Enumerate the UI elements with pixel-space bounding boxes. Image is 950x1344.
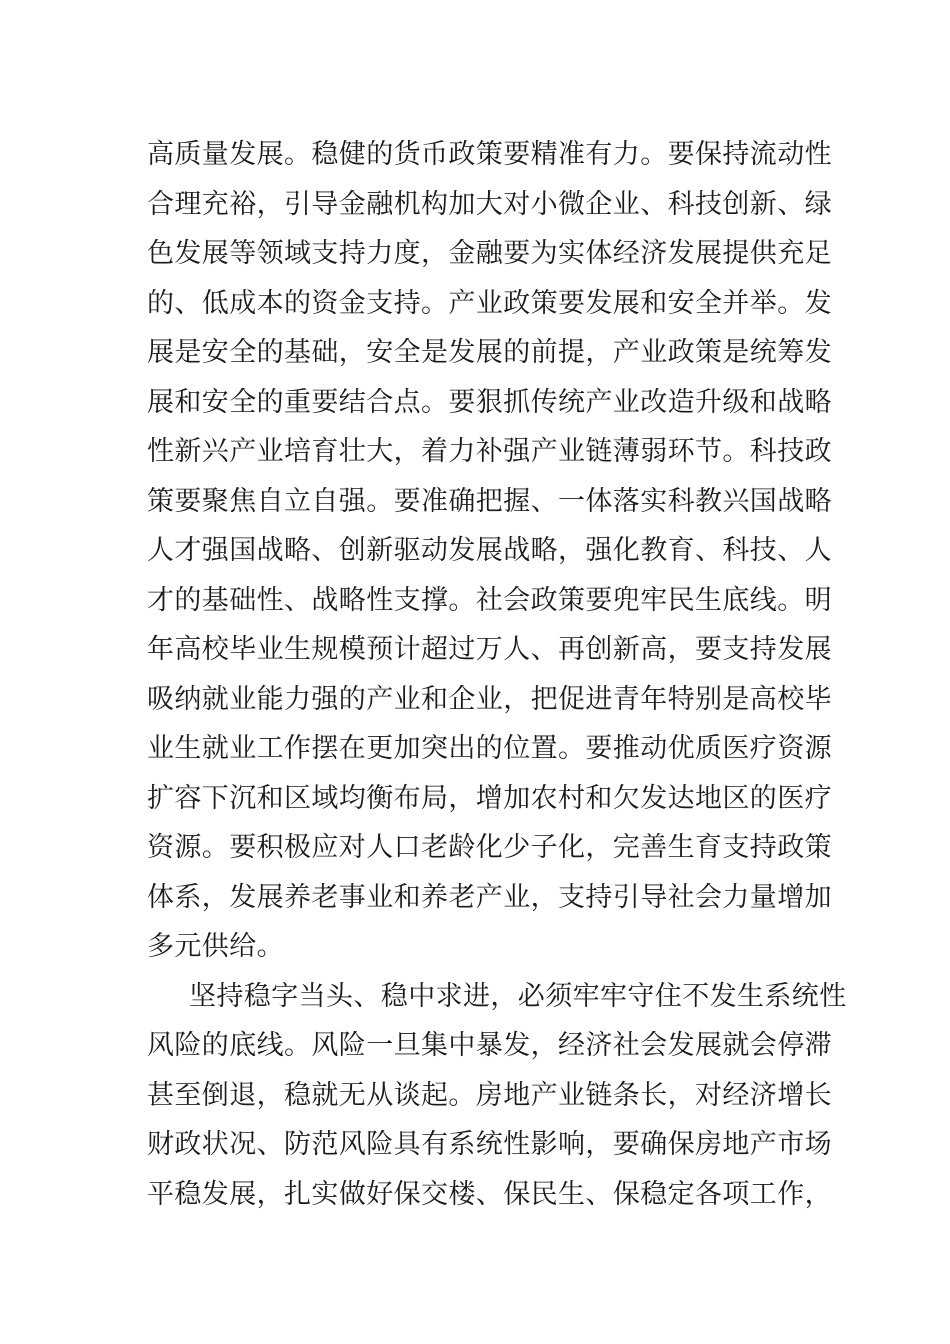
text-line: 平稳发展，扎实做好保交楼、保民生、保稳定各项工作， <box>147 1178 832 1210</box>
text-line: 色发展等领域支持力度，金融要为实体经济发展提供充足 <box>147 238 832 269</box>
text-line: 才的基础性、战略性支撑。社会政策要兜牢民生底线。明 <box>147 584 832 616</box>
text-line: 吸纳就业能力强的产业和企业，把促进青年特别是高校毕 <box>147 683 832 715</box>
text-line: 业生就业工作摆在更加突出的位置。要推动优质医疗资源 <box>147 733 832 764</box>
text-line: 策要聚焦自立自强。要准确把握、一体落实科教兴国战略 <box>147 485 832 517</box>
text-line: 扩容下沉和区域均衡布局，增加农村和欠发达地区的医疗 <box>147 782 832 814</box>
text-line: 甚至倒退，稳就无从谈起。房地产业链条长，对经济增长 <box>147 1079 832 1111</box>
text-line: 展是安全的基础，安全是发展的前提，产业政策是统筹发 <box>147 337 832 368</box>
text-line: 财政状况、防范风险具有系统性影响，要确保房地产市场 <box>147 1129 832 1160</box>
text-line: 的、低成本的资金支持。产业政策要发展和安全并举。发 <box>147 287 832 319</box>
paragraph-2 <box>147 972 847 1220</box>
text-line: 合理充裕，引导金融机构加大对小微企业、科技创新、绿 <box>147 188 832 220</box>
text-line: 风险的底线。风险一旦集中暴发，经济社会发展就会停滞 <box>147 1030 832 1061</box>
text-line: 年高校毕业生规模预计超过万人、再创新高，要支持发展 <box>147 634 832 665</box>
text-line: 多元供给。 <box>147 931 284 962</box>
text-line: 资源。要积极应对人口老龄化少子化，完善生育支持政策 <box>147 832 832 863</box>
text-line: 坚持稳字当头、稳中求进，必须牢牢守住不发生系统性 <box>189 980 847 1012</box>
body-text <box>147 130 847 1219</box>
paragraph-1 <box>147 130 832 972</box>
text-line: 展和安全的重要结合点。要狠抓传统产业改造升级和战略 <box>147 386 832 418</box>
text-line: 性新兴产业培育壮大，着力补强产业链薄弱环节。科技政 <box>147 436 832 467</box>
text-line: 高质量发展。稳健的货币政策要精准有力。要保持流动性 <box>147 139 832 170</box>
text-line: 体系，发展养老事业和养老产业，支持引导社会力量增加 <box>147 881 832 913</box>
text-line: 人才强国战略、创新驱动发展战略，强化教育、科技、人 <box>147 535 832 566</box>
